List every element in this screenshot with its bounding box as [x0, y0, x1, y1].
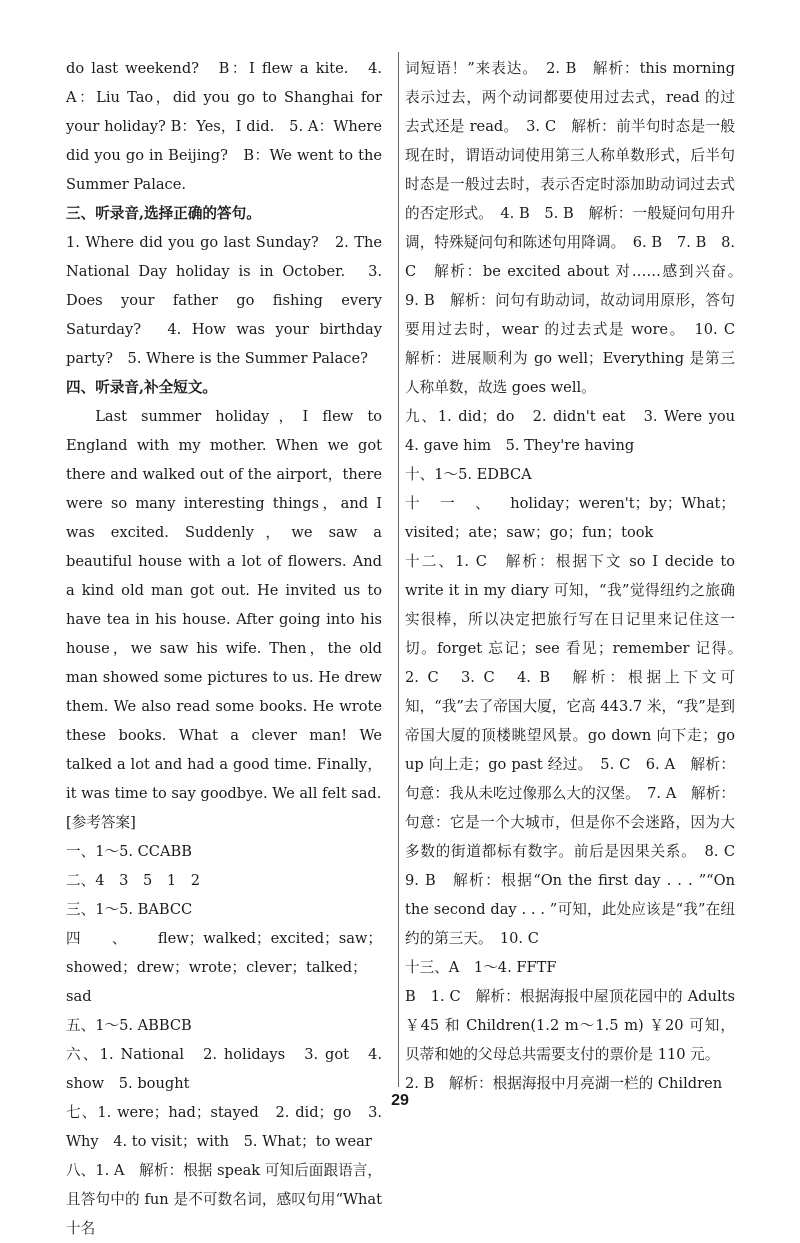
answer-line: 六、1. National 2. holidays 3. got 4. show 5. bought	[66, 1046, 382, 1092]
answer-line: 五、1～5. ABBCB	[66, 1017, 192, 1034]
story-passage: Last summer holiday，I flew to England with my mother. When we got there and walked out of the airport，there were so many interesting things，and I was excited. Suddenly，we saw a beautiful house with a lot of flowers. And a kind old man got out. He invited us to have tea in his house. After going into his house，we saw his wife. Then，the old man showed some pictures to us. He drew them. We also read some books. He wrote these books. What a clever man! We talked a lot and had a good time. Finally，it was time to say goodbye. We all felt sad.	[66, 408, 382, 802]
answer-explanation: B 1. C 解析：根据海报中屋顶花园中的 Adults ￥45 和 Children(1.2 m～1.5 m) ￥20 可知，贝蒂和她的父母总共需要支付的票价是 110 元。	[405, 988, 735, 1063]
column-divider	[398, 52, 399, 1087]
answer-line: 七、1. were；had；stayed 2. did；go 3. Why 4. to visit；with 5. What；to wear	[66, 1104, 382, 1150]
answer-explanation: 十二、1. C 解析：根据下文 so I decide to write it in my diary 可知，“我”觉得纽约之旅确实很棒，所以决定把旅行写在日记里来记住这一切。forget 忘记；see 看见；remember 记得。 2. C 3. C 4. B 解析：根据上下文可知，“我”去了帝国大厦，它高 443.7 米，“我”是到帝国大厦的顶楼眺望风景。go down 向下走；go up 向上走；go past 经过。 5. C 6. A 解析：句意：我从未吃过像那么大的汉堡。 7. A 解析：句意：它是一个大城市，但是你不会迷路，因为大多数的街道都标有数字。前后是因果关系。 8. C 9. B 解析：根据“On the first day . . . ”“On the second day . . . ”可知，此处应该是“我”在纽约的第三天。 10. C	[405, 553, 750, 947]
left-column	[66, 54, 382, 1243]
answer-line: 二、4 3 5 1 2	[66, 872, 200, 889]
dialogue-text: do last weekend? B：I flew a kite. 4. A：Liu Tao，did you go to Shanghai for your holiday? B：Yes，I did. 5. A：Where did you go in Beijing? B：We went to the Summer Palace.	[66, 60, 382, 193]
answer-line: 九、1. did；do 2. didn't eat 3. Were you 4. gave him 5. They're having	[405, 408, 750, 454]
answers-heading: [参考答案]	[66, 814, 136, 831]
answer-line: 四、flew；walked；excited；saw；showed；drew；wrote；clever；talked；sad	[66, 930, 382, 1005]
section-heading: 三、听录音,选择正确的答句。	[66, 205, 261, 222]
answer-line: 十三、A 1～4. FFTF	[405, 959, 557, 976]
answer-line: 三、1～5. BABCC	[66, 901, 193, 918]
answer-explanation: 2. B 解析：根据海报中月亮湖一栏的 Children	[405, 1075, 723, 1092]
answer-line: 一、1～5. CCABB	[66, 843, 192, 860]
page-number: 29	[391, 1092, 409, 1109]
section-heading: 四、听录音,补全短文。	[66, 379, 218, 396]
answer-line: 十一、holiday；weren't；by；What；visited；ate；saw；go；fun；took	[405, 495, 735, 541]
answer-explanation: 词短语！”来表达。 2. B 解析：this morning 表示过去，两个动词都要使用过去式，read 的过去式还是 read。 3. C 解析：前半句时态是一般现在时，谓语动词使用第三人称单数形式，后半句时态是一般过去时，表示否定时添加助动词过去式的否定形式。 4. B 5. B 解析：一般疑问句用升调，特殊疑问句和陈述句用降调。 6. B 7. B 8. C 解析：be excited about 对……感到兴奋。 9. B 解析：问句有助动词，故动词用原形，答句要用过去时，wear 的过去式是 wore。 10. C 解析：进展顺利为 go well；Everything 是第三人称单数，故选 goes well。	[405, 60, 750, 396]
right-column	[405, 54, 750, 1098]
answer-line: 八、1. A 解析：根据 speak 可知后面跟语言，且答句中的 fun 是不可数名词，感叹句用“What 十名	[66, 1162, 382, 1237]
listening-script: 1. Where did you go last Sunday? 2. The National Day holiday is in October. 3. Does your father go fishing every Saturday? 4. How was your birthday party? 5. Where is the Summer Palace?	[66, 234, 382, 367]
answer-line: 十、1～5. EDBCA	[405, 466, 532, 483]
